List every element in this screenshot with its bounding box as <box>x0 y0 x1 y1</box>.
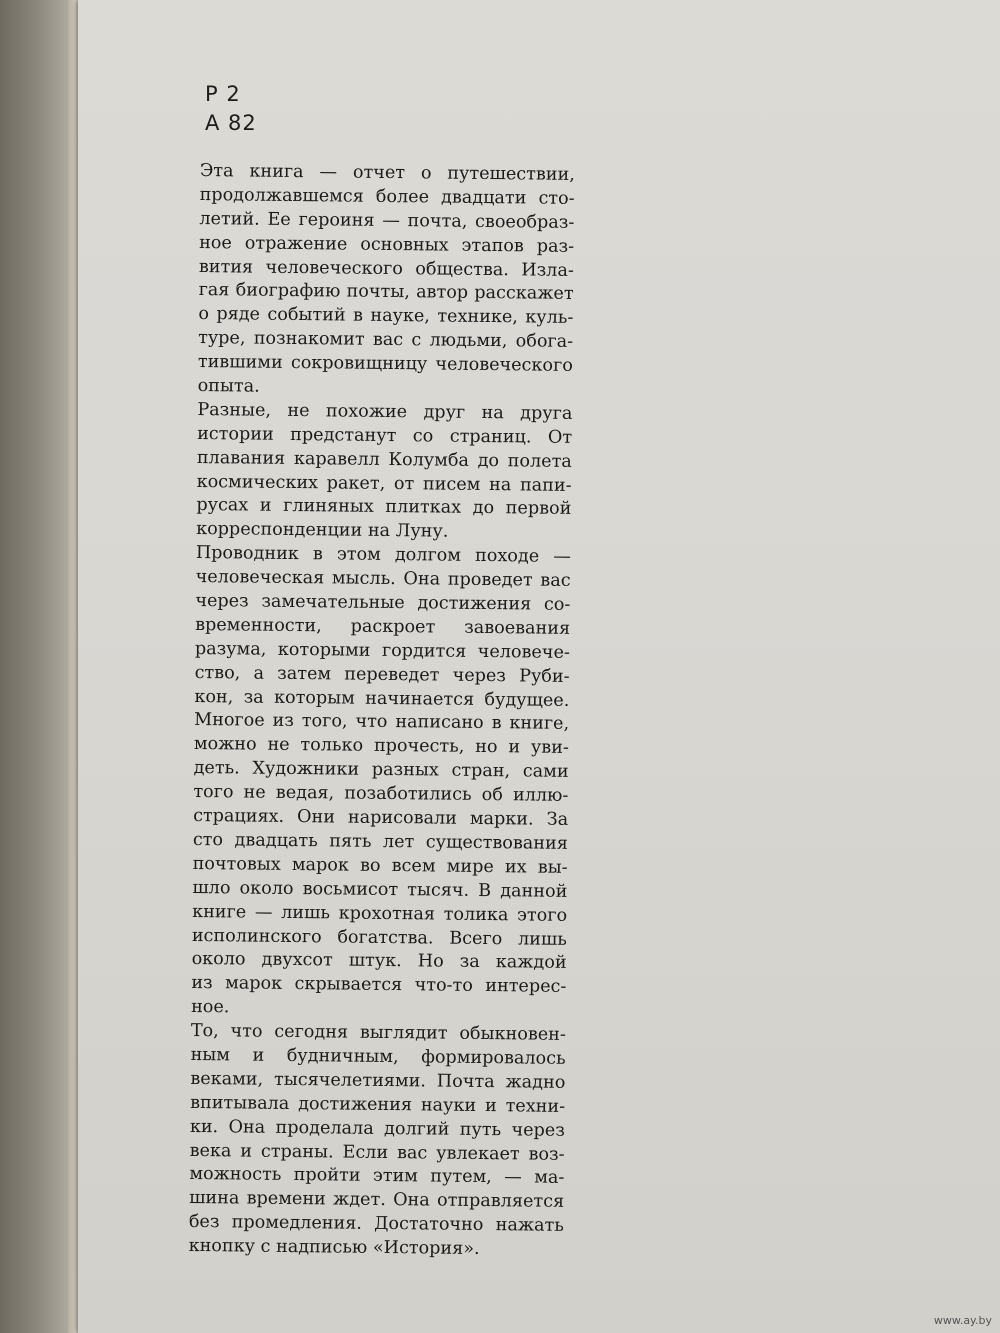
paragraph <box>197 160 574 403</box>
text-line: Эта книга — отчет о путешествии, <box>199 160 575 185</box>
text-line: века и страны. Если вас увлекает воз- <box>189 1140 565 1165</box>
text-line: временности, раскроет завоевания <box>195 614 571 639</box>
text-line: космических ракет, от писем на папи- <box>196 471 572 496</box>
paragraph <box>191 542 571 1024</box>
text-line: Проводник в этом долгом походе — <box>195 543 571 568</box>
text-line: через замечательные достижения со- <box>195 591 571 615</box>
text-line: без промедления. Достаточно нажать <box>188 1212 564 1237</box>
text-line: корреспонденции на Луну. <box>196 519 449 542</box>
text-line: русах и глиняных плитках до первой <box>196 495 572 520</box>
text-line: опыта. <box>197 376 260 397</box>
text-line: тившими сокровищницу человеческого <box>197 352 573 377</box>
text-line: деть. Художники разных стран, сами <box>193 758 569 783</box>
text-line: сто двадцать пять лет существования <box>192 829 568 854</box>
text-line: шина времени ждет. Она отправляется <box>189 1188 565 1213</box>
text-line: То, что сегодня выглядит обыкновен- <box>190 1021 566 1045</box>
library-classification-code <box>205 80 257 138</box>
text-line: из марок скрывается что-то интерес- <box>191 973 567 998</box>
text-line: ное отражение основных этапов раз- <box>199 232 575 257</box>
text-line: веками, тысячелетиями. Почта жадно <box>190 1068 566 1093</box>
text-line: можность пройти этим путем, — ма- <box>189 1164 565 1189</box>
text-line: кон, за которым начинается будущее. <box>194 686 570 711</box>
text-line: гая биографию почты, автор расскажет <box>198 280 574 305</box>
text-line: ство, а затем переведет через Руби- <box>194 662 570 687</box>
watermark: www.ay.by <box>933 1314 992 1327</box>
text-line: плавания каравелл Колумба до полета <box>196 447 572 472</box>
text-line: почтовых марок во всем мире их вы- <box>192 853 568 878</box>
text-line: Многое из того, что написано в книге, <box>194 710 570 735</box>
classification-line-1: Р 2 <box>205 82 241 106</box>
text-line: страциях. Они нарисовали марки. За <box>193 806 569 830</box>
text-line: Разные, не похожие друг на друга <box>197 399 573 424</box>
text-line: книге — лишь крохотная толика этого <box>192 901 568 926</box>
text-line: разума, которыми гордится человече- <box>194 638 570 663</box>
text-line: человеческая мысль. Она проведет вас <box>195 567 571 592</box>
text-line: ным и будничным, формировалось <box>190 1044 566 1069</box>
text-line: кнопку с надписью «История». <box>188 1236 480 1260</box>
text-line: исполинского богатства. Всего лишь <box>191 925 567 950</box>
text-line: ки. Она проделала долгий путь через <box>189 1116 565 1141</box>
classification-line-2: А 82 <box>205 111 257 135</box>
text-line: шло около восьмисот тысяч. В данной <box>192 877 568 902</box>
text-line: того не ведая, позаботились об иллю- <box>193 782 569 807</box>
paragraph <box>196 399 572 546</box>
text-line: можно не только прочесть, но и уви- <box>193 734 569 759</box>
text-line: около двухсот штук. Но за каждой <box>191 949 567 974</box>
text-line: впитывала достижения науки и техни- <box>190 1092 566 1117</box>
text-line: истории предстанут со страниц. От <box>197 423 573 448</box>
text-line: туре, познакомит вас с людьми, обога- <box>198 328 574 353</box>
text-line: ное. <box>191 997 230 1018</box>
text-line: продолжавшемся более двадцати сто- <box>199 184 575 209</box>
text-line: о ряде событий в науке, технике, куль- <box>198 304 574 329</box>
text-line: вития человеческого общества. Изла- <box>198 256 574 281</box>
paragraph <box>188 1020 565 1263</box>
annotation-text <box>188 160 574 1263</box>
text-line: летий. Ее героиня — почта, своеобраз- <box>199 208 575 233</box>
